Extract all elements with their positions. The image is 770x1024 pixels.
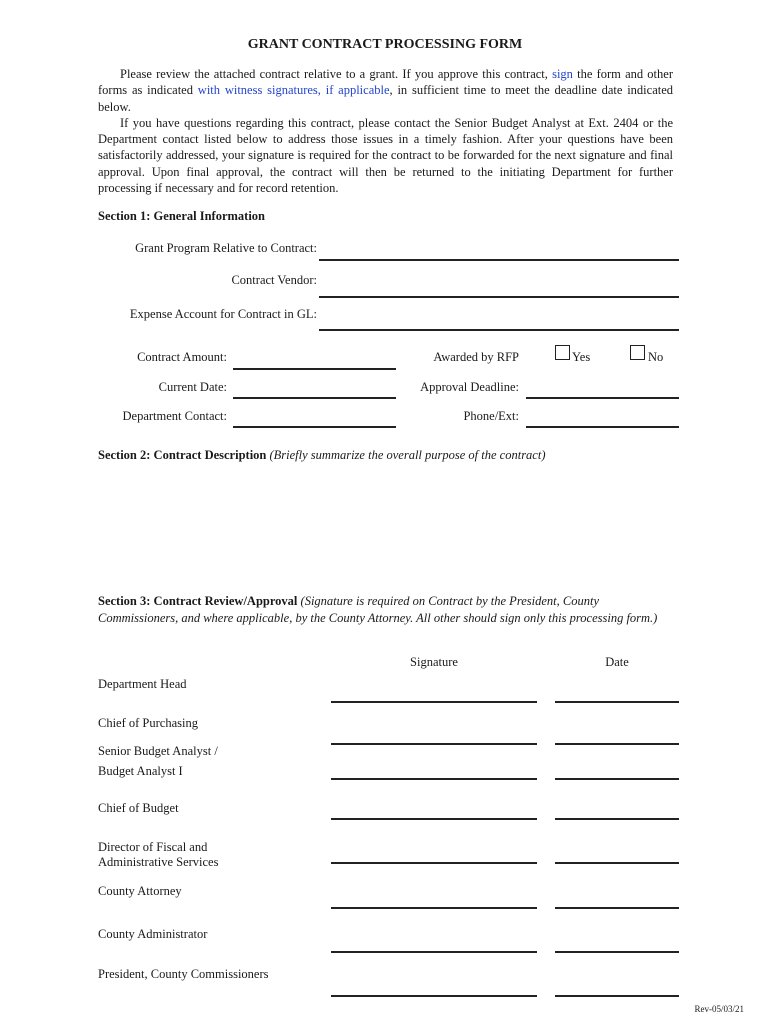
signer-label-line1: Chief of Purchasing — [98, 716, 198, 730]
signer-label-budget-analyst — [98, 741, 218, 781]
section3-heading — [98, 593, 668, 626]
revision-label: Rev-05/03/21 — [694, 1004, 744, 1014]
witness-signatures-link[interactable]: with witness signatures, if applicable — [197, 83, 390, 98]
signature-column-header: Signature — [410, 655, 458, 669]
approval-deadline-field[interactable] — [526, 397, 679, 399]
date-column-header: Date — [605, 655, 629, 669]
section1-heading-text: Section 1: General Information — [98, 209, 265, 223]
sign-link[interactable]: sign — [552, 67, 573, 81]
signature-line-county-administrator[interactable] — [331, 951, 537, 953]
phone-ext-label: Phone/Ext: — [463, 409, 519, 423]
department-contact-label: Department Contact: — [122, 409, 227, 423]
date-line-chief-of-purchasing[interactable] — [555, 743, 679, 745]
intro-p1-before: Please review the attached contract relative to a grant. If you approve this contract, — [120, 67, 553, 81]
rfp-yes-label: Yes — [572, 350, 591, 364]
date-line-chief-of-budget[interactable] — [555, 818, 679, 820]
signature-line-director-fiscal[interactable] — [331, 862, 537, 864]
signer-label-line1: Chief of Budget — [98, 801, 179, 815]
signature-line-budget-analyst[interactable] — [331, 778, 537, 780]
date-line-county-attorney[interactable] — [555, 907, 679, 909]
signature-line-president-commissioners[interactable] — [331, 995, 537, 997]
vendor-label: Contract Vendor: — [231, 273, 317, 287]
contract-description-area[interactable] — [98, 470, 678, 580]
expense-account-label: Expense Account for Contract in GL: — [129, 307, 317, 321]
date-line-county-administrator[interactable] — [555, 951, 679, 953]
approval-deadline-label: Approval Deadline: — [420, 380, 519, 394]
rfp-no-label: No — [648, 350, 664, 364]
current-date-field[interactable] — [233, 397, 396, 399]
awarded-by-rfp-label: Awarded by RFP — [433, 350, 519, 364]
signer-label-line1: Director of Fiscal and — [98, 840, 208, 854]
section1-heading — [98, 209, 265, 224]
contract-amount-field[interactable] — [233, 368, 396, 370]
signer-label-director-fiscal — [98, 840, 218, 870]
section2-heading-text: Section 2: Contract Description — [98, 448, 267, 462]
signature-line-department-head[interactable] — [331, 701, 537, 703]
grant-program-label: Grant Program Relative to Contract: — [135, 241, 317, 255]
signer-label-president-commissioners — [98, 966, 269, 982]
rfp-yes-checkbox[interactable] — [555, 345, 570, 360]
intro-p1-after: , in sufficient time to meet the deadline date indicated below. — [98, 83, 674, 114]
signer-label-line1: County Administrator — [98, 927, 208, 941]
signer-label-line1: President, County Commissioners — [98, 967, 269, 981]
section2-heading — [98, 448, 678, 463]
signer-label-chief-of-purchasing — [98, 715, 198, 731]
section2-note: (Briefly summarize the overall purpose of the contract) — [269, 448, 546, 462]
intro-p1-mid: the form and other forms as indicated — [98, 67, 673, 98]
signer-label-line1: Department Head — [98, 677, 187, 691]
signature-line-chief-of-purchasing[interactable] — [331, 743, 537, 745]
department-contact-field[interactable] — [233, 426, 396, 428]
date-line-department-head[interactable] — [555, 701, 679, 703]
vendor-field[interactable] — [319, 296, 679, 298]
signer-label-line1: Senior Budget Analyst / — [98, 744, 218, 758]
grant-program-field[interactable] — [319, 259, 679, 261]
form-title: GRANT CONTRACT PROCESSING FORM — [247, 37, 523, 52]
date-line-director-fiscal[interactable] — [555, 862, 679, 864]
date-line-budget-analyst[interactable] — [555, 778, 679, 780]
current-date-label: Current Date: — [158, 380, 227, 394]
signer-label-line1: County Attorney — [98, 884, 182, 898]
rfp-no-checkbox[interactable] — [630, 345, 645, 360]
date-line-president-commissioners[interactable] — [555, 995, 679, 997]
intro-paragraph-2: If you have questions regarding this contract, please contact the Senior Budget Analyst at Ext. 2404 or the Department contact listed below to address those issues in a timely fashion. After your questions have been satisfactorily addressed, your signature is required for the contract to be forwarded for the next signature and final approval. Upon final approval, the contract will then be returned to the initiating Department for further processing if necessary and for record retention. — [98, 115, 673, 196]
contract-amount-label: Contract Amount: — [137, 350, 227, 364]
section3-heading-text: Section 3: Contract Review/Approval — [98, 594, 298, 608]
signature-line-chief-of-budget[interactable] — [331, 818, 537, 820]
signer-label-county-attorney — [98, 883, 182, 899]
intro-text — [98, 66, 673, 196]
signer-label-chief-of-budget — [98, 800, 179, 816]
signer-label-county-administrator — [98, 926, 207, 942]
signature-line-county-attorney[interactable] — [331, 907, 537, 909]
signer-label-department-head — [98, 676, 187, 692]
section3-note: (Signature is required on Contract by the President, County Commissioners, and where applicable, by the County Attorney. All other should sign only this processing form.) — [98, 594, 658, 625]
signer-label-line2: Budget Analyst I — [98, 764, 183, 778]
expense-account-field[interactable] — [319, 329, 679, 331]
signer-label-line2: Administrative Services — [98, 855, 219, 869]
phone-ext-field[interactable] — [526, 426, 679, 428]
intro-paragraph-1 — [98, 66, 673, 115]
